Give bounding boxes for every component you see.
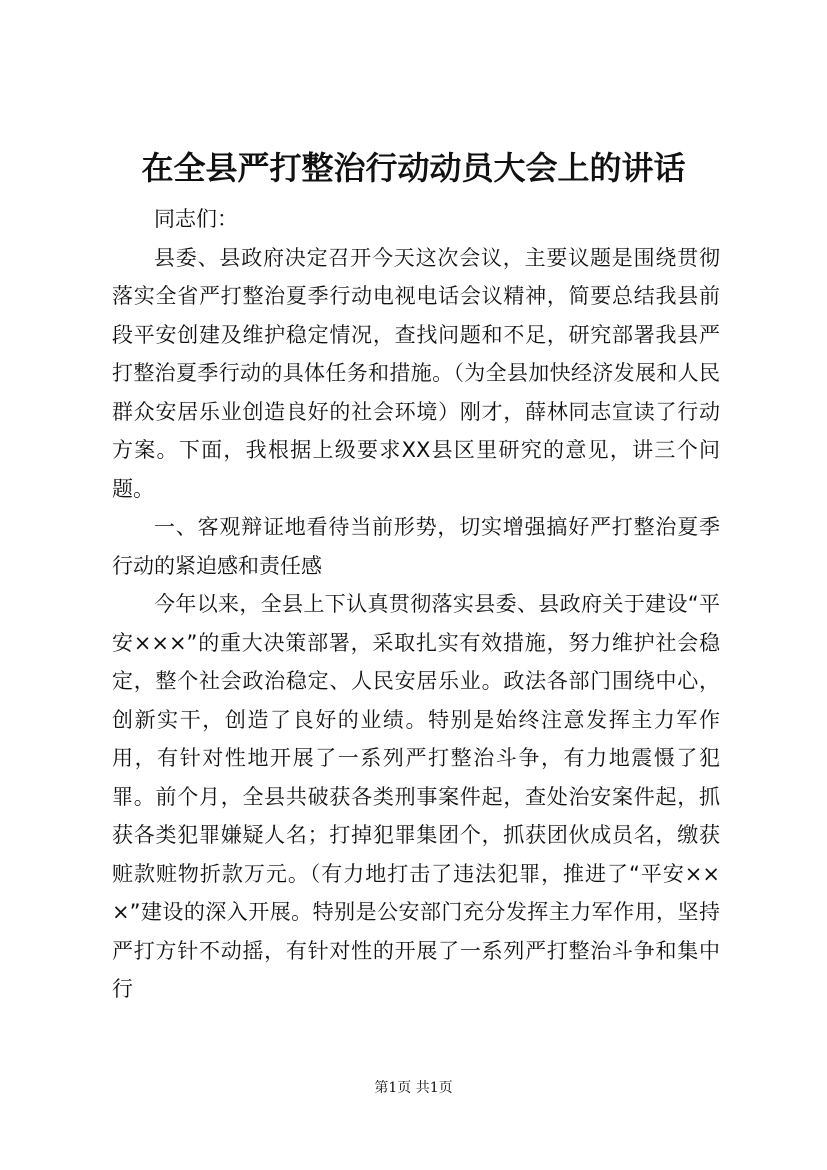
document-body [112,200,720,1009]
section-heading: 一、客观辩证地看待当前形势，切实增强搞好严打整治夏季行动的紧迫感和责任感 [112,515,720,578]
body-paragraph: 今年以来，全县上下认真贯彻落实县委、县政府关于建设“平安×××”的重大决策部署，采取扎实有效措施，努力维护社会稳定，整个社会政治稳定、人民安居乐业。政法各部门围绕中心，创新实干，创造了良好的业绩。特别是始终注意发挥主力军作用，有针对性地开展了一系列严打整治斗争，有力地震慑了犯罪。前个月，全县共破获各类刑事案件起，查处治安案件起，抓获各类犯罪嫌疑人名；打掉犯罪集团个，抓获团伙成员名，缴获赃款赃物折款万元。（有力地打击了违法犯罪，推进了“平安×××”建设的深入开展。特别是公安部门充分发挥主力军作用，坚持严打方针不动摇，有针对性的开展了一系列严打整治斗争和集中行 [112,592,720,1001]
salutation-paragraph: 同志们： [154,207,238,231]
intro-paragraph: 县委、县政府决定召开今天这次会议，主要议题是围绕贯彻落实全省严打整治夏季行动电视电话会议精神，简要总结我县前段平安创建及维护稳定情况，查找问题和不足，研究部署我县严打整治夏季行动的具体任务和措施。（为全县加快经济发展和人民群众安居乐业创造良好的社会环境）刚才，薛林同志宣读了行动方案。下面，我根据上级要求XX县区里研究的意见，讲三个问题。 [112,245,720,501]
page-footer: 第1页 共1页 [374,1080,453,1096]
document-title: 在全县严打整治行动动员大会上的讲话 [141,149,686,187]
